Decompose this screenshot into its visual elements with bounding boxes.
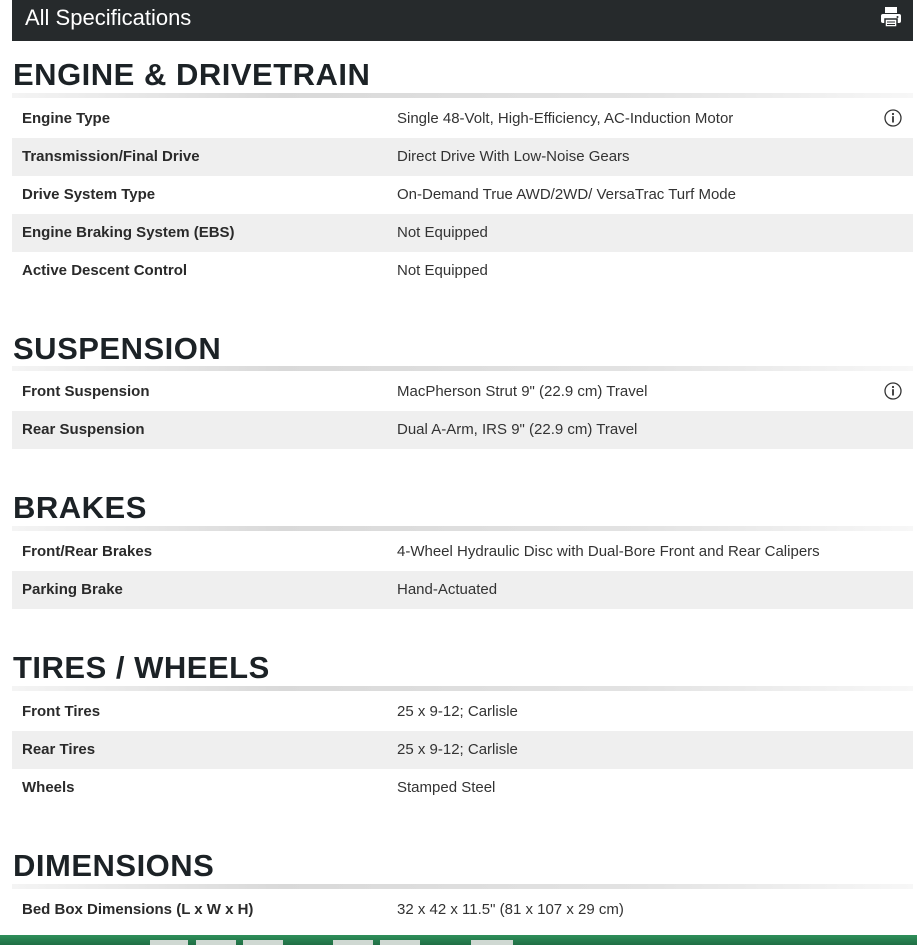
printer-icon[interactable] [879, 5, 903, 29]
spec-label: Front Suspension [22, 383, 150, 400]
spec-row [12, 100, 913, 138]
taskbar [0, 935, 917, 945]
spec-value: Hand-Actuated [397, 581, 498, 598]
spec-value: 4-Wheel Hydraulic Disc with Dual-Bore Front and Rear Calipers [397, 543, 820, 560]
section-divider [12, 366, 913, 371]
taskbar-button[interactable] [471, 940, 513, 945]
spec-label: Parking Brake [22, 581, 123, 598]
spec-row [12, 731, 913, 769]
section-divider [12, 884, 913, 889]
spec-row [12, 533, 913, 571]
taskbar-button[interactable] [150, 940, 188, 945]
spec-value: Not Equipped [397, 224, 488, 241]
header-title: All Specifications [25, 5, 192, 30]
spec-value: Stamped Steel [397, 779, 496, 796]
spec-row [12, 693, 913, 731]
spec-label: Front Tires [22, 703, 101, 720]
spec-value: Dual A-Arm, IRS 9" (22.9 cm) Travel [397, 421, 638, 438]
spec-label: Front/Rear Brakes [22, 543, 153, 560]
spec-label: Transmission/Final Drive [22, 148, 200, 165]
section-title-tires: TIRES / WHEELS [13, 650, 270, 685]
spec-label: Engine Braking System (EBS) [22, 224, 235, 241]
section-title-engine: ENGINE & DRIVETRAIN [13, 57, 371, 92]
section-divider [12, 93, 913, 98]
spec-label: Rear Suspension [22, 421, 145, 438]
spec-row [12, 571, 913, 609]
spec-row [12, 373, 913, 411]
spec-label: Active Descent Control [22, 262, 188, 279]
spec-value: 32 x 42 x 11.5" (81 x 107 x 29 cm) [397, 901, 624, 918]
spec-row [12, 411, 913, 449]
section-title-brakes: BRAKES [13, 490, 147, 525]
spec-row [12, 891, 913, 929]
spec-value: 25 x 9-12; Carlisle [397, 741, 518, 758]
spec-row [12, 769, 913, 807]
spec-row [12, 214, 913, 252]
section-title-suspension: SUSPENSION [13, 331, 222, 366]
spec-value: Not Equipped [397, 262, 488, 279]
spec-value: MacPherson Strut 9" (22.9 cm) Travel [397, 383, 648, 400]
taskbar-button[interactable] [380, 940, 420, 945]
spec-label: Wheels [22, 779, 75, 796]
spec-label: Bed Box Dimensions (L x W x H) [22, 901, 254, 918]
spec-value: Single 48-Volt, High-Efficiency, AC-Induction Motor [397, 110, 734, 127]
spec-value: On-Demand True AWD/2WD/ VersaTrac Turf Mode [397, 186, 736, 203]
section-divider [12, 526, 913, 531]
taskbar-button[interactable] [333, 940, 373, 945]
spec-row [12, 252, 913, 290]
section-title-dimensions: DIMENSIONS [13, 848, 215, 883]
spec-row [12, 176, 913, 214]
taskbar-button[interactable] [196, 940, 236, 945]
spec-value: 25 x 9-12; Carlisle [397, 703, 518, 720]
spec-label: Engine Type [22, 110, 111, 127]
spec-row [12, 138, 913, 176]
spec-label: Drive System Type [22, 186, 156, 203]
info-icon[interactable] [884, 382, 902, 400]
taskbar-button[interactable] [243, 940, 283, 945]
spec-value: Direct Drive With Low-Noise Gears [397, 148, 630, 165]
info-icon[interactable] [884, 109, 902, 127]
section-divider [12, 686, 913, 691]
specs-header [12, 0, 913, 41]
spec-label: Rear Tires [22, 741, 96, 758]
